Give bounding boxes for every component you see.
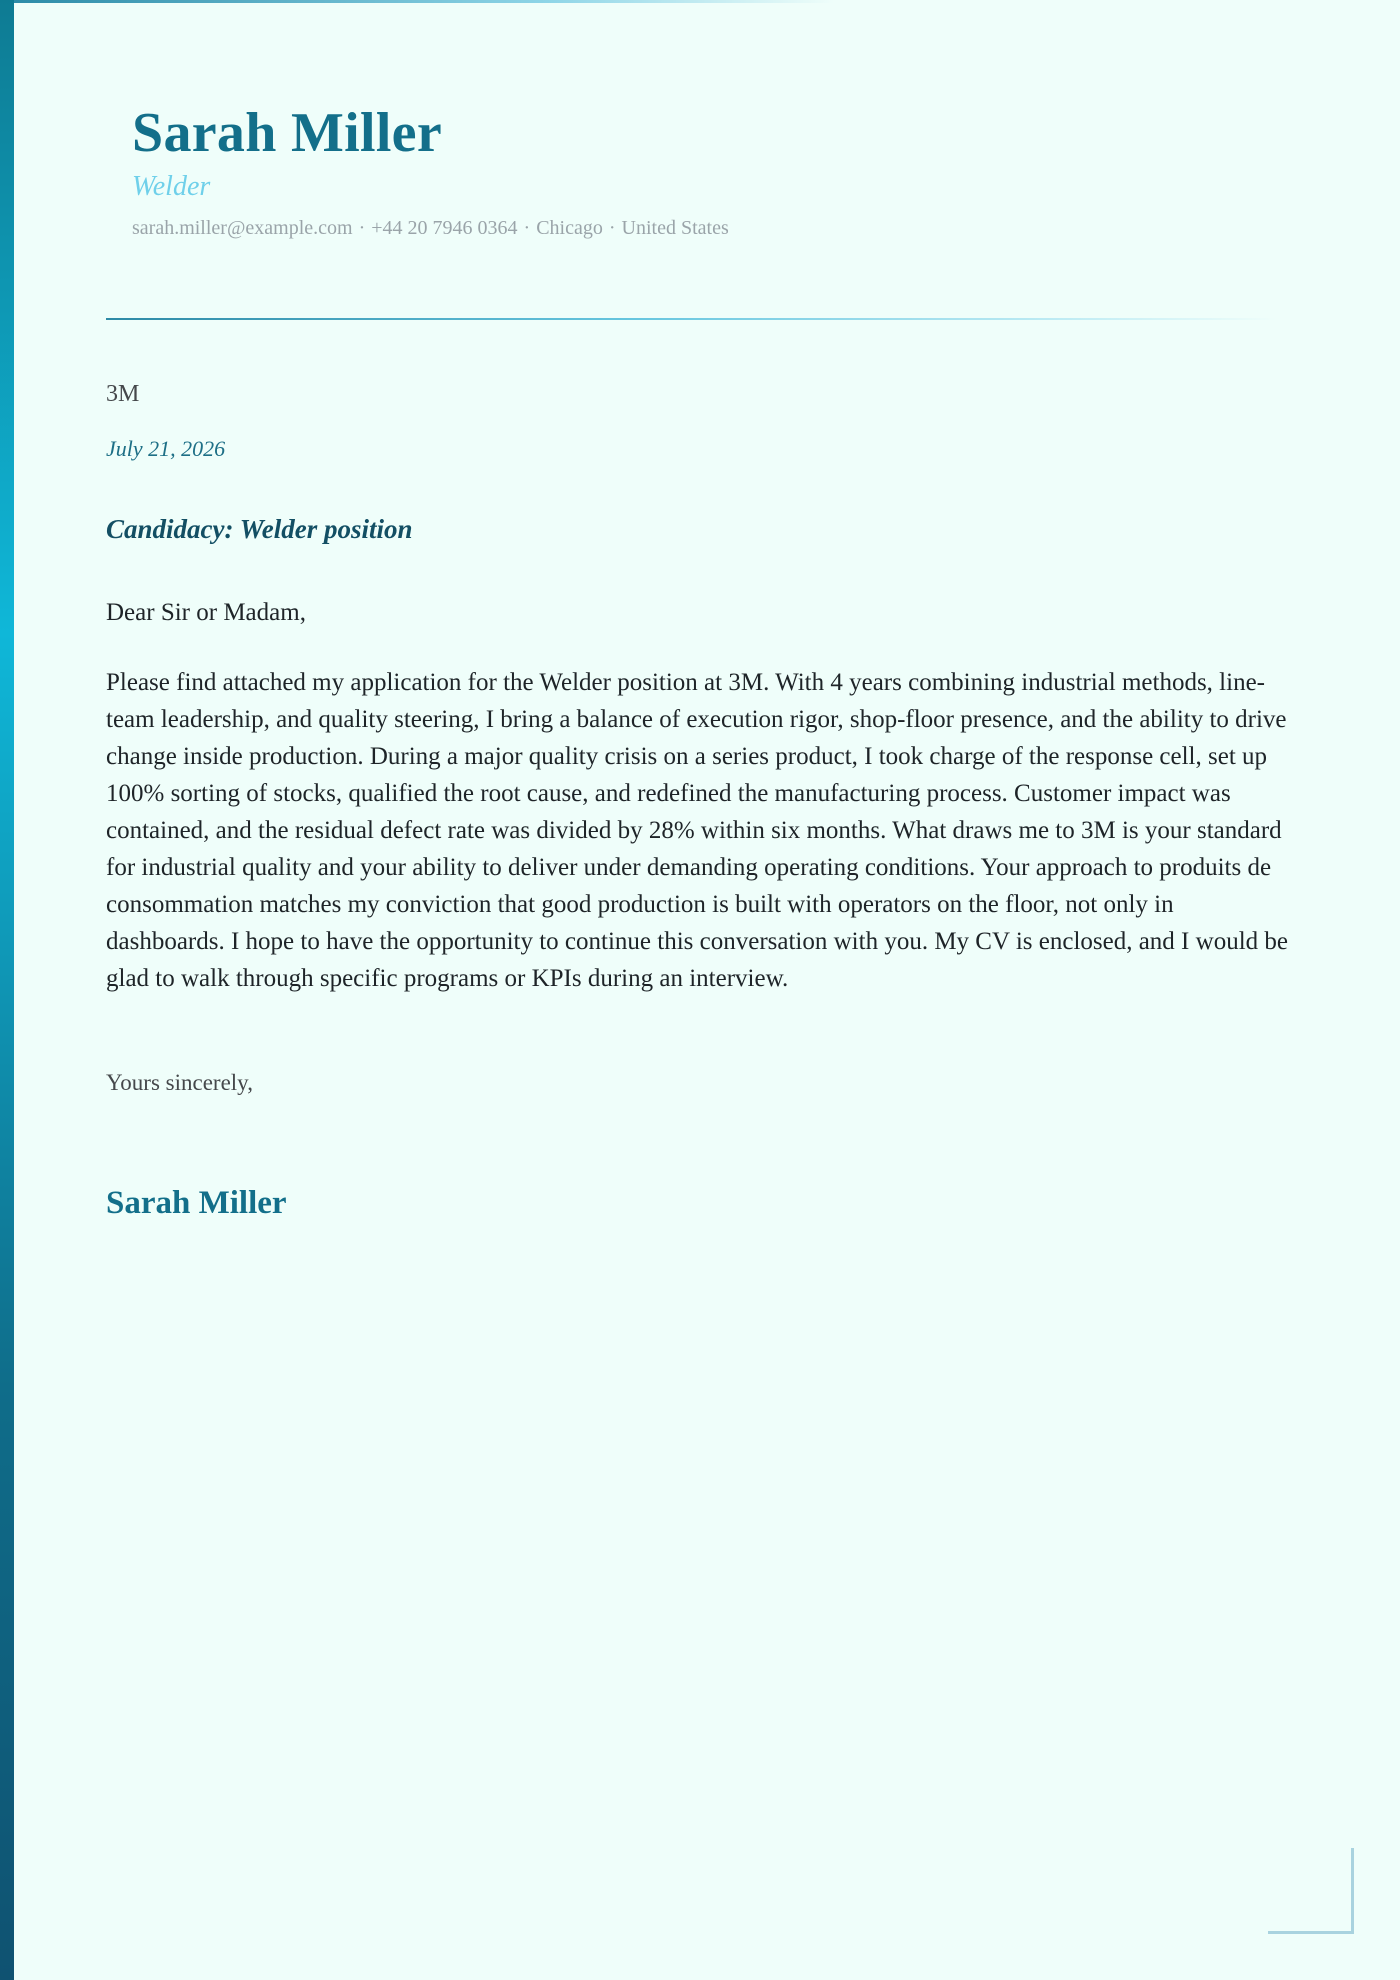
letter-subject: Candidacy: Welder position: [106, 514, 413, 544]
contact-line: [132, 214, 1212, 242]
letter-salutation: Dear Sir or Madam,: [106, 599, 306, 626]
recipient-company: 3M: [106, 381, 140, 407]
header-divider: [106, 318, 1276, 320]
sender-name: Sarah Miller: [132, 102, 442, 164]
left-accent-bar: [0, 0, 14, 1980]
letter-date: July 21, 2026: [106, 436, 226, 461]
sender-job-title: Welder: [132, 171, 211, 202]
corner-ornament: [1268, 1848, 1354, 1934]
letter-header: [132, 100, 1212, 242]
top-accent-line: [14, 0, 834, 3]
letter-body: Please find attached my application for the Welder position at 3M. With 4 years combining industrial methods, line-team leadership, and quality steering, I bring a balance of execution rigor, shop-floor presence, and the ability to drive change inside production. During a major quality crisis on a series product, I took charge of the response cell, set up 100% sorting of stocks, qualified the root cause, and redefined the manufacturing process. Customer impact was contained, and the residual defect rate was divided by 28% within six months. What draws me to 3M is your standard for industrial quality and your ability to deliver under demanding operating conditions. Your approach to produits de consommation matches my conviction that good production is built with operators on the floor, not only in dashboards. I hope to have the opportunity to continue this conversation with you. My CV is enclosed, and I would be glad to walk through specific programs or KPIs during an interview.: [106, 669, 1288, 992]
contact-separator: ·: [523, 217, 531, 239]
contact-country: United States: [621, 217, 729, 239]
letter-closing: Yours sincerely,: [106, 1070, 253, 1095]
contact-phone: +44 20 7946 0364: [371, 217, 518, 239]
contact-separator: ·: [608, 217, 616, 239]
contact-separator: ·: [358, 217, 366, 239]
contact-city: Chicago: [536, 217, 603, 239]
letter-signature: Sarah Miller: [106, 1185, 287, 1221]
letter-content: [106, 378, 1296, 1224]
contact-email: sarah.miller@example.com: [132, 217, 353, 239]
